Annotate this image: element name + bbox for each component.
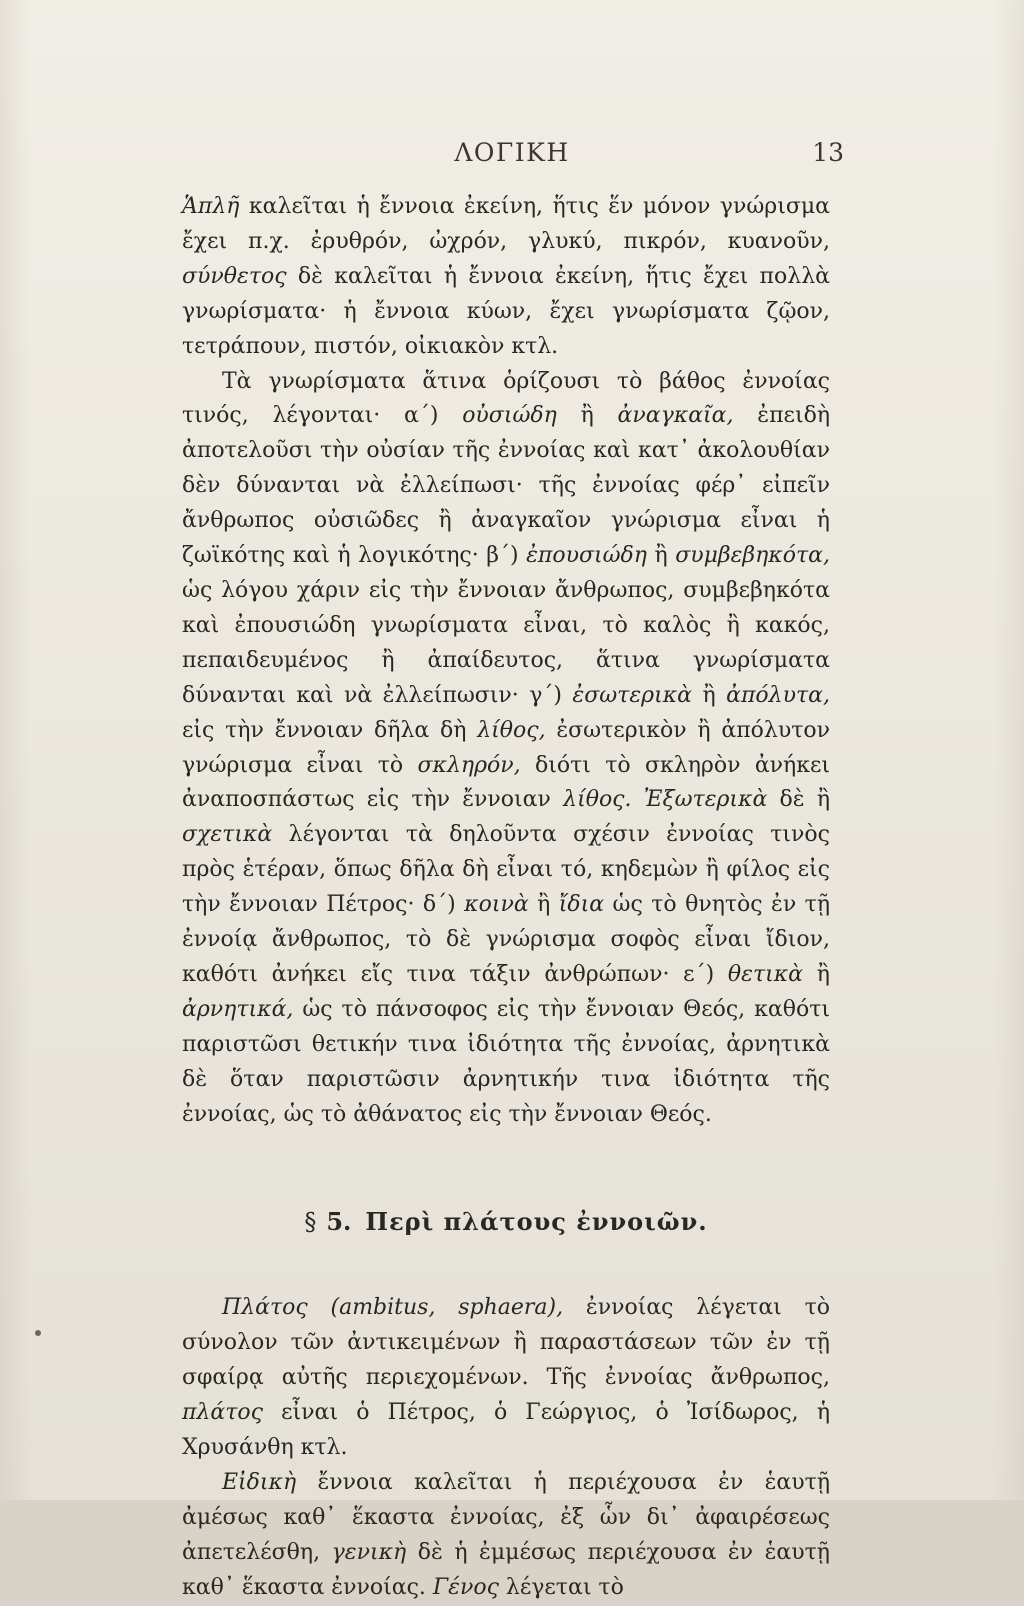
term-simple: Ἁπλῆ	[182, 194, 240, 219]
term-necessary: ἀναγκαῖα,	[617, 403, 734, 429]
paragraph-extension	[182, 1291, 830, 1466]
term-negative: ἀρνητικά,	[182, 996, 294, 1022]
term-accidental: συμβεβηκότα,	[675, 543, 830, 569]
section-heading	[182, 1205, 830, 1239]
term-relative: σχετικὰ	[182, 822, 273, 848]
term-extension: Πλάτος (ambitus, sphaera),	[222, 1295, 564, 1321]
text-run: ἐσωτερικὸν ἢ ἀπόλυτον γνώρισμα εἶναι τὸ	[182, 717, 831, 778]
text-run: ἔννοια καλεῖται ἡ περιέχουσα ἐν ἑαυτῇ ἀμέσως καθ᾽ ἕκαστα ἐννοίας, ἐξ ὧν δι᾽ ἀφαιρέσεως ἀπετελέσθη,	[182, 1470, 830, 1565]
paragraph-simple-composite	[182, 190, 830, 365]
page-number: 13	[812, 138, 844, 167]
section-title: Περὶ πλάτους ἐννοιῶν.	[365, 1207, 708, 1237]
text-run: λέγεται τὸ	[498, 1574, 624, 1600]
text-run: δὲ ἢ	[767, 787, 830, 813]
term-external: Ἐξωτερικὰ	[643, 787, 768, 813]
text-run: δὲ καλεῖται ἡ ἔννοια ἐκείνη, ἥτις ἔχει πολλὰ γνωρίσματα· ἡ ἔννοια κύων, ἔχει γνωρίσματα ζῷον, τετράπουν, πιστόν, οἰκιακὸν κτλ.	[182, 263, 830, 359]
paragraph-characteristics	[182, 365, 830, 1133]
term-positive: θετικὰ	[727, 961, 804, 987]
term-extension: πλάτος	[182, 1400, 263, 1426]
text-run: ἢ	[528, 892, 559, 918]
margin-mark	[35, 1330, 41, 1336]
term-internal: ἐσωτερικὰ	[572, 682, 693, 708]
text-run: Τὰ γνωρίσματα ἅτινα ὁρίζουσι τὸ βάθος ἐννοίας τινός, λέγονται· α΄)	[182, 368, 830, 429]
text-run: ἐννοίας λέγεται τὸ σύνολον τῶν ἀντικειμένων ἢ παραστάσεων τῶν ἐν τῇ σφαίρᾳ αὐτῆς περιεχομένων. Τῆς ἐννοίας ἄνθρωπος,	[182, 1295, 830, 1391]
term-hard: σκληρόν,	[417, 752, 521, 778]
term-genus: Γένος	[432, 1574, 499, 1600]
text-run: ἢ	[803, 961, 830, 987]
text-run: λέγονται τὰ δηλοῦντα σχέσιν ἐννοίας τινὸς πρὸς ἑτέραν, ὅπως δῆλα δὴ εἶναι τό, κηδεμὼν ἢ φίλος εἰς τὴν ἔννοιαν Πέτρος· δ΄)	[182, 822, 830, 918]
text-run: εἶναι ὁ Πέτρος, ὁ Γεώργιος, ὁ Ἰσίδωρος, ἡ Χρυσάνθη κτλ.	[182, 1400, 830, 1461]
running-title: ΛΟΓΙΚΗ	[454, 138, 570, 167]
term-absolute: ἀπόλυτα,	[726, 682, 830, 708]
text-run: ἢ	[646, 543, 676, 569]
text-run: καλεῖται ἡ ἔννοια ἐκείνη, ἥτις ἕν μόνον γνώρισμα ἔχει π.χ. ἐρυθρόν, ὠχρόν, γλυκύ, πικρόν, κυανοῦν,	[182, 194, 830, 254]
term-general: γενικὴ	[331, 1539, 407, 1565]
text-run: ὡς τὸ πάνσοφος εἰς τὴν ἔννοιαν Θεός, καθότι παριστῶσι θετικήν τινα ἰδιότητα τῆς ἐννοίας, ἀρνητικὰ δὲ ὅταν παριστῶσιν ἀρνητικήν τινα ἰδιότητα τῆς ἐννοίας, ὡς τὸ ἀθάνατος εἰς τὴν ἔννοιαν Θεός.	[182, 996, 830, 1127]
paragraph-specific-general	[182, 1466, 830, 1606]
text-run: ἢ	[556, 403, 618, 429]
term-common: κοινὰ	[464, 892, 529, 918]
term-stone: λίθος.	[563, 787, 632, 813]
page-header	[0, 138, 1024, 178]
term-specific: Εἰδικὴ	[222, 1470, 297, 1495]
text-run: ὡς τὸ θνητὸς ἐν τῇ ἐννοίᾳ ἄνθρωπος, τὸ δὲ γνώρισμα σοφὸς εἶναι ἴδιον, καθότι ἀνήκει εἴς τινα τάξιν ἀνθρώπων· ε΄)	[182, 892, 830, 987]
text-run: ἐπειδὴ ἀποτελοῦσι τὴν οὐσίαν τῆς ἐννοίας καὶ κατ᾽ ἀκολουθίαν δὲν δύνανται νὰ ἐλλείπωσι· τῆς ἐννοίας φέρ᾽ εἰπεῖν ἄνθρωπος οὐσιῶδες ἢ ἀναγκαῖον γνώρισμα εἶναι ἡ ζωϊκότης καὶ ἡ λογικότης· β΄)	[182, 403, 830, 569]
section-number: 5.	[326, 1207, 352, 1237]
text-run: ὡς λόγου χάριν εἰς τὴν ἔννοιαν ἄνθρωπος, συμβεβηκότα καὶ ἐπουσιώδη γνωρίσματα εἶναι, τὸ καλὸς ἢ κακός, πεπαιδευμένος ἢ ἀπαίδευτος, ἅτινα γνωρίσματα δύνανται καὶ νὰ ἐλλείπωσιν· γ΄)	[182, 577, 830, 708]
text-run: ἢ	[692, 682, 727, 708]
text-run: διότι τὸ σκληρὸν ἀνήκει ἀναποσπάστως εἰς τὴν ἔννοιαν	[182, 752, 830, 813]
term-composite: σύνθετος	[182, 263, 287, 289]
term-stone: λίθος,	[477, 717, 546, 743]
text-run: δὲ ἡ ἐμμέσως περιέχουσα ἐν ἑαυτῇ καθ᾽ ἕκαστα ἐννοίας.	[182, 1539, 830, 1600]
term-proper: ἴδια	[558, 892, 605, 918]
text-run	[632, 787, 644, 812]
text-run: εἰς τὴν ἔννοιαν δῆλα δὴ	[182, 717, 478, 743]
body-text	[182, 190, 830, 1606]
term-essential: οὐσιώδη	[462, 403, 557, 429]
section-symbol: §	[304, 1208, 317, 1237]
term-nonessential: ἐπουσιώδη	[526, 543, 647, 569]
